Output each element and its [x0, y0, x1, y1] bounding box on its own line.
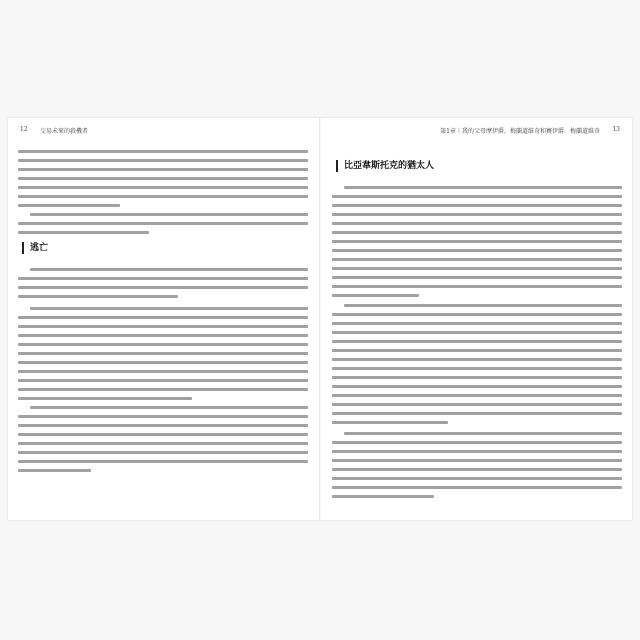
book-spread — [8, 118, 632, 520]
right-text-paragraph-3 — [332, 432, 622, 504]
right-text-paragraph-2 — [332, 304, 622, 430]
left-page — [18, 118, 308, 520]
right-page — [332, 118, 622, 520]
left-text-paragraph-4 — [18, 307, 308, 406]
left-text-paragraph-5 — [18, 406, 308, 478]
left-text-paragraph-1 — [18, 150, 308, 213]
right-running-head: 第1章｜我的父母摩伊爵，梅蘭道維奇和賽伊爵．梅蘭道維奇 — [440, 128, 600, 135]
left-text-paragraph-3 — [18, 268, 308, 304]
left-section-heading: 逃亡 — [22, 242, 48, 254]
page-gutter — [319, 118, 321, 520]
right-page-header — [332, 126, 622, 138]
left-page-number: 12 — [20, 126, 28, 133]
left-page-header — [18, 126, 308, 138]
right-text-paragraph-1 — [332, 186, 622, 303]
right-section-heading: 比亞韋斯托克的猶太人 — [336, 160, 434, 172]
left-running-head: 交易未來的殺機者 — [40, 128, 89, 135]
left-text-paragraph-2 — [18, 213, 308, 240]
right-page-number: 13 — [612, 126, 620, 133]
